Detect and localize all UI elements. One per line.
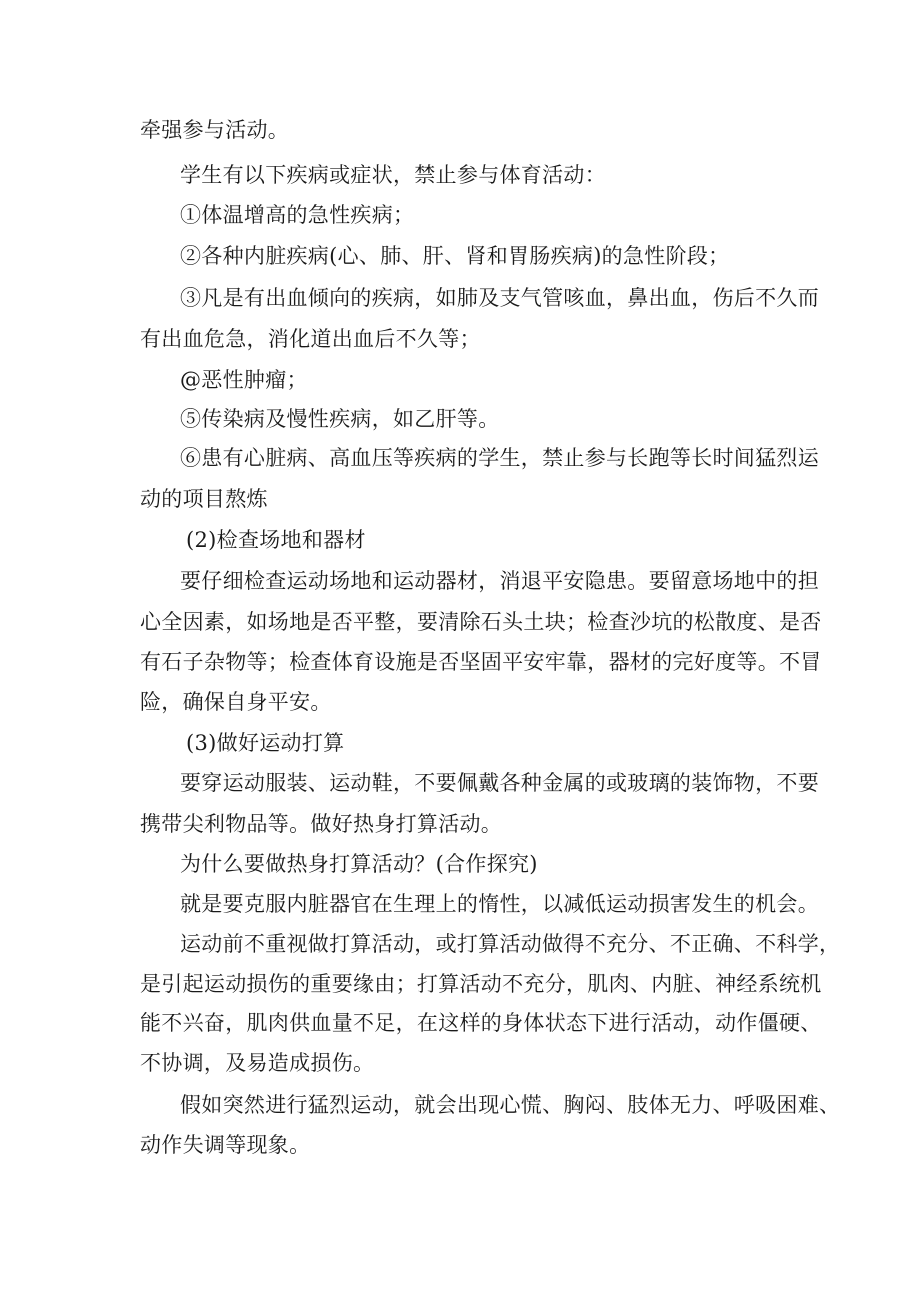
text-line: 假如突然进行猛烈运动，就会出现心慌、胸闷、肢体无力、呼吸困难、 (180, 1093, 841, 1117)
section-heading: (2)检查场地和器材 (186, 528, 366, 552)
text-line: 能不兴奋，肌肉供血量不足，在这样的身体状态下进行活动，动作僵硬、 (140, 1011, 822, 1035)
text-line: 要仔细检查运动场地和运动器材，消退平安隐患。要留意场地中的担 (180, 569, 819, 593)
list-item: ③凡是有出血倾向的疾病，如肺及支气管咳血，鼻出血，伤后不久而 (180, 286, 819, 310)
list-item: ②各种内脏疾病(心、肺、肝、肾和胃肠疾病)的急性阶段； (180, 244, 730, 268)
text-line: 动作失调等现象。 (140, 1133, 311, 1157)
text-line: 为什么要做热身打算活动？(合作探究) (180, 852, 538, 876)
list-item: ①体温增高的急性疾病； (180, 203, 415, 227)
text-line: 要穿运动服装、运动鞋，不要佩戴各种金属的或玻璃的装饰物，不要 (180, 771, 819, 795)
text-line: 险，确保自身平安。 (140, 690, 332, 714)
text-line: 动的项目熬炼 (140, 487, 268, 511)
text-line: 学生有以下疾病或症状，禁止参与体育活动： (180, 163, 606, 187)
text-line: 是引起运动损伤的重要缘由；打算活动不充分，肌肉、内脏、神经系统机 (140, 972, 822, 996)
text-line: 牵强参与活动。 (140, 118, 290, 142)
text-line: 不协调，及易造成损伤。 (140, 1051, 375, 1075)
text-line: 有石子杂物等；检查体育设施是否坚固平安牢靠，器材的完好度等。不冒 (140, 650, 822, 674)
list-item: @恶性肿瘤； (180, 368, 308, 392)
text-line: 就是要克服内脏器官在生理上的惰性，以减低运动损害发生的机会。 (180, 892, 819, 916)
list-item: ⑤传染病及慢性疾病，如乙肝等。 (180, 407, 500, 431)
text-line: 运动前不重视做打算活动，或打算活动做得不充分、不正确、不科学， (180, 932, 841, 956)
text-line: 有出血危急，消化道出血后不久等； (140, 327, 481, 351)
text-line: 携带尖利物品等。做好热身打算活动。 (140, 812, 503, 836)
list-item: ⑥患有心脏病、高血压等疾病的学生，禁止参与长跑等长时间猛烈运 (180, 446, 819, 470)
section-heading: (3)做好运动打算 (186, 731, 345, 755)
text-line: 心全因素，如场地是否平整，要清除石头土块；检查沙坑的松散度、是否 (140, 610, 822, 634)
